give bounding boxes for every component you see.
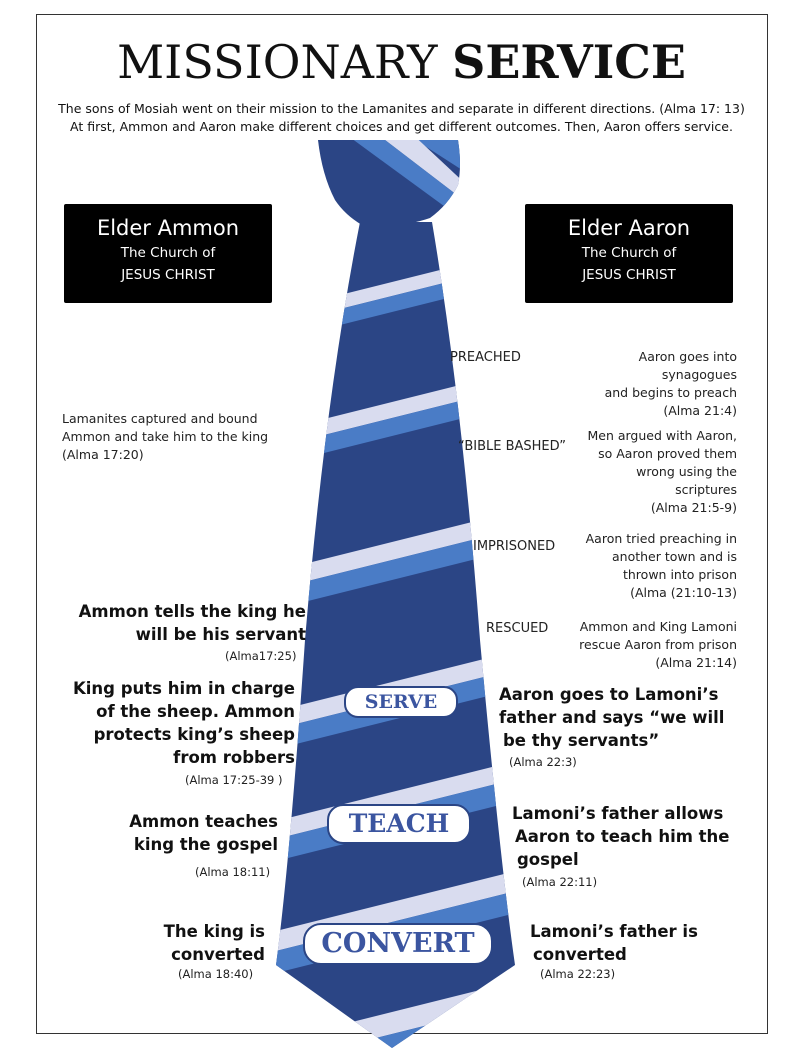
ammon-captured-text: Lamanites captured and bound Ammon and take him to the king (Alma 17:20)	[62, 411, 269, 462]
convert-ammon-text: The king is converted	[163, 922, 265, 964]
stage-bible-bashed: “BIBLE BASHED”	[458, 439, 567, 454]
badge-elder-ammon	[64, 204, 272, 303]
serve-aaron-ref: (Alma 22:3)	[509, 755, 577, 769]
ammon-servant-text: Ammon tells the king he will be his servant	[78, 602, 306, 644]
stage-preached: PREACHED	[450, 350, 521, 365]
badge-name: Elder Aaron	[567, 216, 691, 240]
intro-line-1: The sons of Mosiah went on their mission to the Lamanites and separate in different directions. (Alma 17: 13)	[58, 101, 745, 116]
convert-ammon-ref: (Alma 18:40)	[178, 967, 254, 981]
serve-aaron-text: Aaron goes to Lamoni’s father and says “we will be thy servants”	[499, 685, 725, 750]
stage-imprisoned: IMPRISONED	[473, 539, 556, 554]
teach-aaron-ref: (Alma 22:11)	[522, 875, 598, 889]
aaron-rescue-text: Ammon and King Lamoni rescue Aaron from prison (Alma 21:14)	[579, 619, 737, 670]
ammon-servant-ref: (Alma17:25)	[225, 649, 297, 663]
aaron-argue-text: Men argued with Aaron, so Aaron proved them wrong using the scriptures (Alma 21:5-9)	[587, 428, 737, 515]
badge-church-line-1: The Church of	[581, 245, 677, 261]
teach-ammon-ref: (Alma 18:11)	[195, 865, 271, 879]
convert-aaron-ref: (Alma 22:23)	[540, 967, 616, 981]
convert-label: CONVERT	[303, 923, 493, 965]
stage-rescued: RESCUED	[486, 621, 549, 636]
teach-label: TEACH	[327, 804, 471, 844]
serve-ammon-text: King puts him in charge of the sheep. Ammon protects king’s sheep from robbers	[72, 679, 295, 767]
serve-label: SERVE	[344, 686, 458, 718]
aaron-prison-text: Aaron tried preaching in another town and is thrown into prison (Alma (21:10-13)	[585, 531, 737, 600]
intro-line-2: At first, Ammon and Aaron make different choices and get different outcomes. Then, Aaron offers service.	[70, 119, 733, 134]
badge-church-line-2: JESUS CHRIST	[121, 267, 215, 283]
teach-ammon-text: Ammon teaches king the gospel	[129, 812, 278, 854]
tie-knot	[318, 130, 470, 225]
title-bold: SERVICE	[452, 35, 686, 89]
serve-ammon-ref: (Alma 17:25-39 )	[185, 773, 283, 787]
badge-church-line-1: The Church of	[120, 245, 216, 261]
convert-aaron-text: Lamoni’s father is converted	[530, 922, 698, 964]
teach-aaron-text: Lamoni’s father allows Aaron to teach him the gospel	[512, 804, 730, 869]
aaron-preach-text: Aaron goes into synagogues and begins to preach (Alma 21:4)	[604, 349, 737, 418]
badge-name: Elder Ammon	[96, 216, 240, 240]
badge-church-line-2: JESUS CHRIST	[582, 267, 676, 283]
title-regular: MISSIONARY	[117, 35, 438, 89]
badge-elder-aaron	[525, 204, 733, 303]
